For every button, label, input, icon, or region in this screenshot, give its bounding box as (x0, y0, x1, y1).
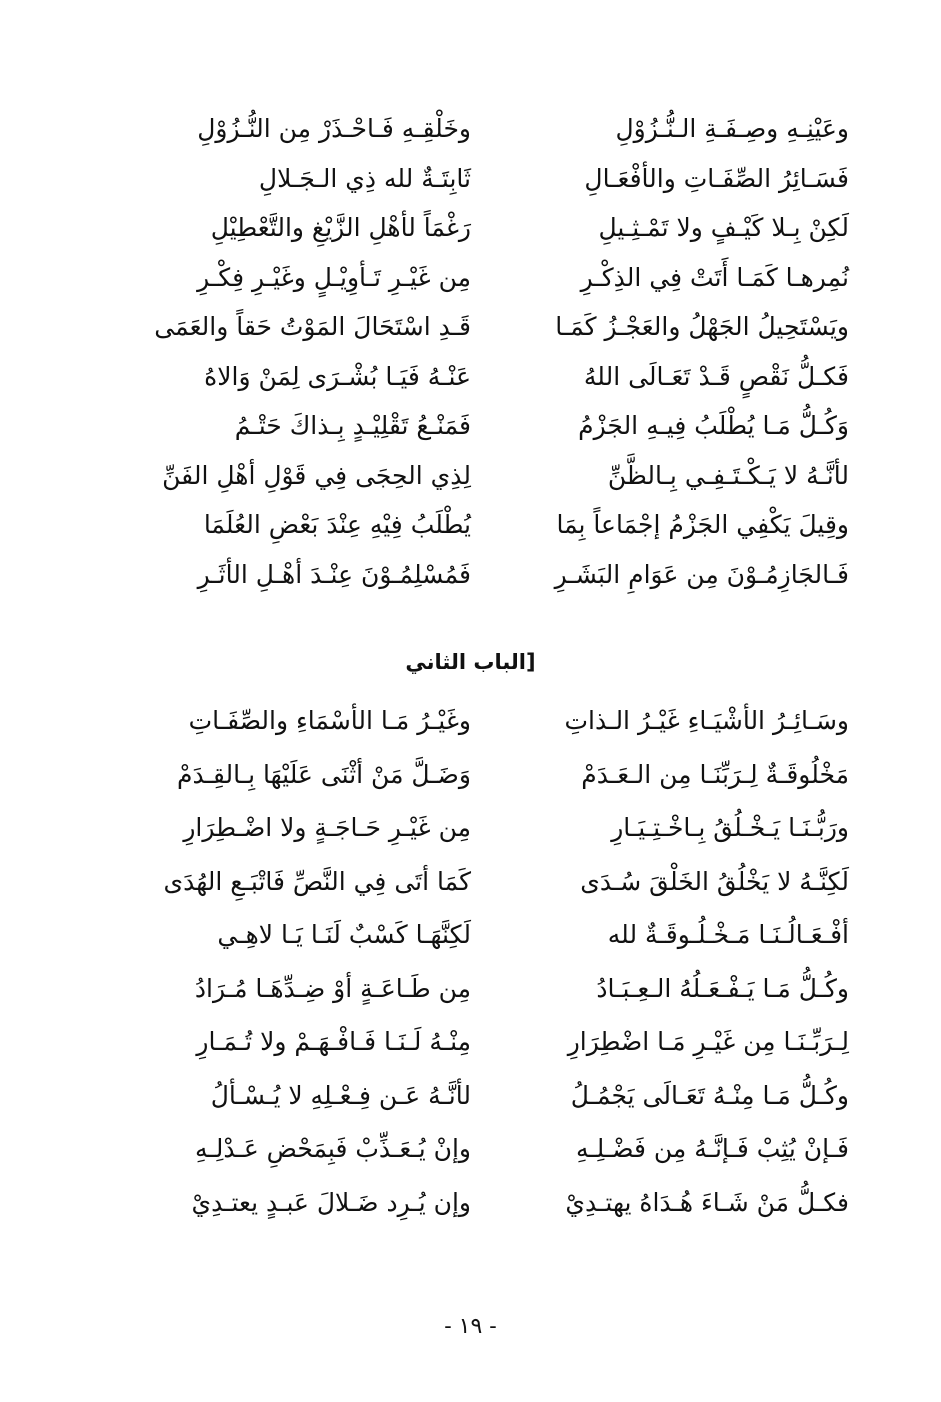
verse-line (0, 108, 941, 158)
verse-second-hemistich: رَغْمَاً لأهْلِ الزَّيْغِ والتَّعْطِيْلِ (210, 213, 471, 242)
verse-first-hemistich: لأنَّـهُ لا يَـكْـتَـفِـي بِـالظَّنِّ (607, 460, 849, 490)
verse-first-hemistich: لَكِنَّـهُ لا يَخْلُقُ الخَلْقَ سُـدَى (580, 866, 849, 896)
verse-second-hemistich: مِن غَيْـرِ حَـاجَـةٍ ولا اضْـطِرَارِ (183, 813, 471, 842)
verse-first-hemistich: فَكـلُّ نَقْصٍ قَـدْ تَعَـالَى اللهُ (583, 361, 849, 391)
verse-line (0, 405, 941, 455)
verse-second-hemistich: وإن يُـرِد ضَـلالَ عَبـدٍ يعتـدِيْ (191, 1187, 471, 1217)
verse-first-hemistich: وكُـلُّ مَـا مِنْـهُ تَعَـالَى يَجْمُـلُ (570, 1080, 849, 1110)
verse-line (0, 455, 941, 505)
verse-first-hemistich: وَكُـلُّ مَـا يُطْلَبُ فِيـهِ الجَزْمُ (578, 411, 849, 440)
verse-line (0, 207, 941, 257)
verse-line (0, 807, 941, 861)
verse-line (0, 356, 941, 406)
verse-first-hemistich: فَـالجَازِمُـوْنَ مِن عَوَامِ البَشَـرِ (554, 559, 849, 589)
verse-second-hemistich: لأنَّـهُ عَـن فِـعْـلِهِ لا يُـسْـألُ (210, 1080, 471, 1110)
chapter-heading: [الباب الثاني (405, 650, 536, 674)
verse-line (0, 700, 941, 754)
verse-line (0, 158, 941, 208)
verse-line (0, 1182, 941, 1236)
verse-second-hemistich: وخَلْقِـهِ فَـاحْـذَرْ مِن النُّـزُوْلِ (197, 114, 471, 143)
verse-second-hemistich: مِنْـهُ لَـنَـا فَـافْـهَـمْ ولا تُـمَـارِ (196, 1027, 471, 1056)
verse-second-hemistich: فَمُسْلِمُـوْنَ عِنْـدَ أهْـلِ الأثَـرِ (197, 559, 471, 589)
verse-first-hemistich: نُمِرهـا كَمَـا أَتَتْ فِي الذِكْـرِ (580, 262, 849, 292)
verse-line (0, 914, 941, 968)
verse-second-hemistich: لِذِي الحِجَى فِي قَوْلِ أهْلِ الفَنِّ (162, 460, 471, 490)
verse-second-hemistich: لَكِنَّهَـا كَسْبٌ لَنَـا يَـا لاهِـي (217, 920, 471, 949)
verse-first-hemistich: ويَسْتَحِيلُ الجَهْلُ والعَجْـزُ كَمَـا (555, 312, 849, 341)
verse-line (0, 554, 941, 604)
verse-first-hemistich: وسَـائِـرُ الأشْيَـاءِ غَيْـرُ الـذاتِ (564, 706, 849, 735)
verse-first-hemistich: مَخْلُوقَـةٌ لِـرَبِّنَـا مِن الـعَـدَمْ (581, 759, 849, 789)
verse-second-hemistich: وغَيْـرُ مَـا الأسْمَاءِ والصِّفَـاتِ (188, 706, 471, 735)
verse-first-hemistich: وعَيْنِـهِ وصِـفَـةِ الـنُّـزُوْلِ (615, 114, 849, 143)
verse-first-hemistich: ورَبُّـنَـا يَـخْـلُقُ بِـاخْـتِـيَـارِ (611, 813, 849, 842)
verse-first-hemistich: فَسَـائِرُ الصِّفَـاتِ والأفْعَـالِ (584, 163, 849, 193)
verse-second-hemistich: وإنْ يُـعَـذِّبْ فَبِمَحْضِ عَـدْلِـهِ (195, 1134, 471, 1163)
verse-first-hemistich: لِـرَبِّـنَـا مِن غَيْـرِ مَـا اضْطِرَارِ (567, 1027, 849, 1056)
poem-section-1 (0, 108, 941, 603)
verse-second-hemistich: قَـدِ اسْتَحَالَ المَوْتُ حَقاً والعَمَى (154, 312, 471, 341)
verse-line (0, 968, 941, 1022)
verse-second-hemistich: مِن طَـاعَـةٍ أوْ ضِـدِّهَـا مُـرَادُ (194, 973, 471, 1003)
verse-second-hemistich: وَضَـلَّ مَنْ أثْنَى عَلَيْهَا بِـالقِـدَمْ (176, 759, 471, 789)
verse-second-hemistich: فَمَنْـعُ تَقْلِيْـدٍ بِـذاكَ حَتْـمُ (234, 411, 471, 440)
verse-first-hemistich: وكُـلُّ مَـا يَـفْـعَـلُهُ الـعِـبَـادُ (596, 973, 849, 1003)
verse-line (0, 306, 941, 356)
verse-first-hemistich: أفْـعَـالُـنَـا مَـخْـلُـوقَـةٌ لله (607, 920, 849, 949)
verse-line (0, 504, 941, 554)
verse-second-hemistich: عَنْـهُ فَيَـا بُشْـرَى لِمَنْ وَالاهُ (204, 361, 471, 391)
verse-first-hemistich: فَـإنْ يُثِبْ فَـإنَّـهُ مِن فَضْـلِـهِ (575, 1134, 849, 1163)
page-number: - ١٩ - (444, 1314, 497, 1339)
poem-section-2 (0, 700, 941, 1235)
verse-line (0, 1075, 941, 1129)
verse-second-hemistich: يُطْلَبُ فِيْهِ عِنْدَ بَعْضِ العُلَمَا (203, 510, 471, 539)
verse-line (0, 754, 941, 808)
verse-line (0, 861, 941, 915)
verse-second-hemistich: مِن غَيْـرِ تَـأوِيْـلٍ وغَيْـرِ فِكْـرِ (197, 262, 471, 292)
verse-line (0, 1021, 941, 1075)
verse-line (0, 1128, 941, 1182)
verse-second-hemistich: ثَابِتَـةٌ لله ذِي الـجَـلالِ (258, 163, 471, 193)
verse-first-hemistich: لَكِنْ بِـلا كَيْـفٍ ولا تَمْـثِـيلِ (598, 213, 849, 242)
verse-first-hemistich: فكـلُّ مَنْ شَـاءَ هُـدَاهُ يهتـدِيْ (565, 1187, 849, 1217)
verse-line (0, 257, 941, 307)
verse-second-hemistich: كَمَا أتَى فِي النَّصِّ فَاتْبَـعِ الهُدَى (163, 866, 471, 896)
verse-first-hemistich: وقِيلَ يَكْفِي الجَزْمُ إجْمَاعاً بِمَا (556, 510, 849, 539)
